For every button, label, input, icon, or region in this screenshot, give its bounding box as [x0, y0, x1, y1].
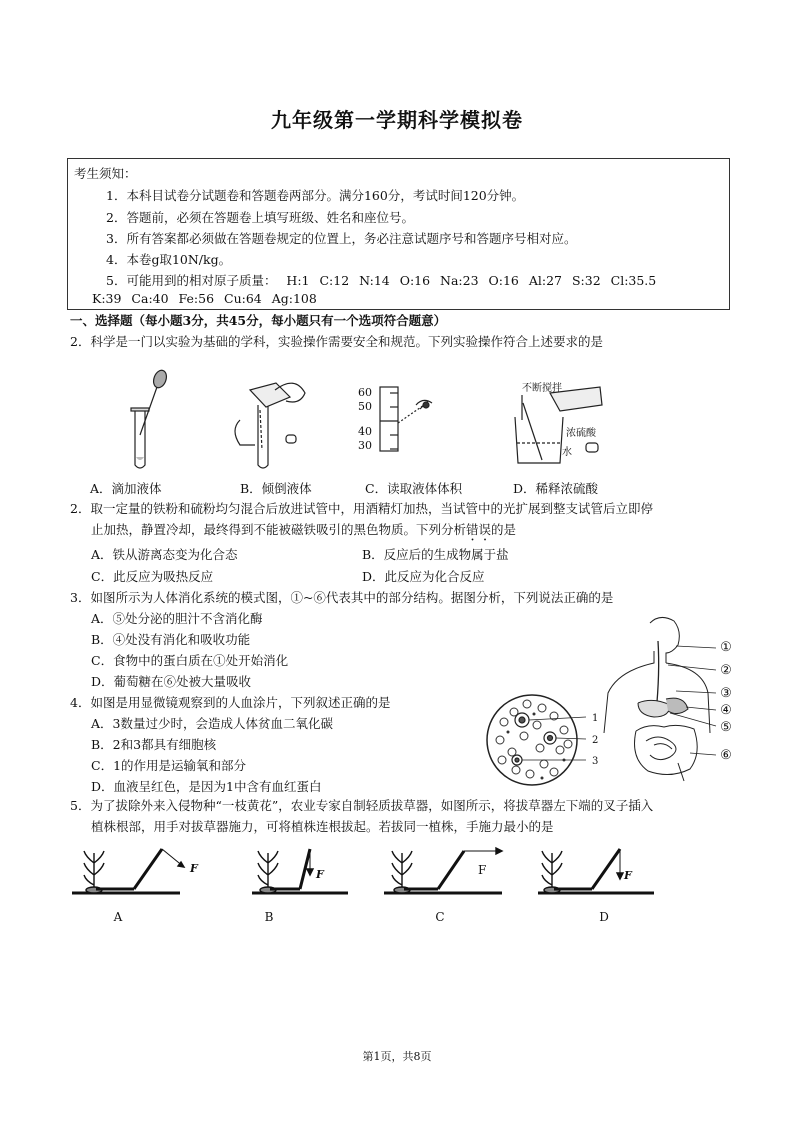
- label-acid: 浓硫酸: [566, 428, 596, 439]
- question-stem: 5．为了拔除外来入侵物种“一枝黄花”，农业专家自制轻质拔草器，如图所示，将拔草器左下端的叉子插入: [70, 798, 654, 813]
- blood-smear-figure: [482, 690, 602, 790]
- question-stem: 2．科学是一门以实验为基础的学科，实验操作需要安全和规范。下列实验操作符合上述要求的是: [70, 334, 603, 349]
- notice-item: K:39 Ca:40 Fe:56 Cu:64 Ag:108: [92, 291, 317, 306]
- option-a[interactable]: A．铁从游离态变为化合态: [91, 547, 238, 562]
- organ-label: ⑤: [720, 720, 732, 735]
- option-b[interactable]: B．④处没有消化和吸收功能: [91, 632, 251, 647]
- organ-label: ③: [720, 686, 732, 701]
- page-footer: 第1页，共8页: [362, 1050, 432, 1063]
- organ-label: ⑥: [720, 748, 732, 763]
- option-c[interactable]: C．读取液体体积: [365, 481, 463, 496]
- organ-label: ②: [720, 663, 732, 678]
- option-c[interactable]: C．食物中的蛋白质在①处开始消化: [91, 653, 289, 668]
- option-b[interactable]: B．2和3都具有细胞核: [91, 737, 217, 752]
- option-c[interactable]: C．1的作用是运输氧和部分: [91, 758, 247, 773]
- diagram-label: C: [435, 910, 445, 924]
- cylinder-tick-label: 30: [358, 439, 372, 452]
- cell-label: 2: [592, 735, 599, 746]
- cell-label: 3: [592, 756, 599, 767]
- notice-item: 2．答题前，必须在答题卷上填写班级、姓名和座位号。: [106, 210, 414, 225]
- puller-diagram-a: [72, 849, 184, 893]
- notice-item: 5．可能用到的相对原子质量： H:1 C:12 N:14 O:16 Na:23 O:16 Al:27 S:32 Cl:35.5: [106, 273, 657, 288]
- option-a[interactable]: A．滴加液体: [90, 481, 162, 496]
- force-label: F: [190, 862, 198, 875]
- option-b[interactable]: B．倾倒液体: [240, 481, 312, 496]
- puller-diagram-d: [538, 849, 654, 893]
- notice-heading: 考生须知：: [74, 166, 137, 181]
- question-stem-cont: 植株根部，用手对拔草器施力，可将植株连根拔起。若拔同一植株，手施力最小的是: [91, 819, 554, 834]
- notice-item: 1．本科目试卷分试题卷和答题卷两部分。满分160分，考试时间120分钟。: [106, 188, 525, 203]
- option-d[interactable]: D．此反应为化合反应: [362, 569, 485, 584]
- option-a[interactable]: A．3数量过少时，会造成人体贫血二氧化碳: [91, 716, 333, 731]
- emphasis-word: 错误: [466, 522, 492, 537]
- option-a[interactable]: A．⑤处分泌的胆汁不含消化酶: [91, 611, 263, 626]
- digestive-system-figure: [598, 613, 738, 783]
- label-stir: 不断搅拌: [522, 383, 562, 394]
- weed-puller-figure: [72, 843, 662, 928]
- option-b[interactable]: B．反应后的生成物属于盐: [362, 547, 509, 562]
- graduated-cylinder-image: [380, 387, 432, 451]
- notice-item: 4．本卷g取10N/kg。: [106, 252, 232, 267]
- page-title: 九年级第一学期科学模拟卷: [271, 108, 523, 132]
- cylinder-tick-label: 60: [358, 386, 372, 399]
- option-d[interactable]: D．血液呈红色，是因为1中含有血红蛋白: [91, 779, 322, 794]
- label-water: 水: [562, 447, 572, 458]
- organ-label: ④: [720, 703, 732, 718]
- organ-label: ①: [720, 640, 732, 655]
- option-c[interactable]: C．此反应为吸热反应: [91, 569, 214, 584]
- exam-notice-box: [67, 158, 730, 310]
- question-stem: 3．如图所示为人体消化系统的模式图，①~⑥代表其中的部分结构。据图分析，下列说法正确的是: [70, 590, 614, 605]
- question-stem: 2．取一定量的铁粉和硫粉均匀混合后放进试管中，用酒精灯加热，当试管中的光扩展到整支试管后立即停: [70, 501, 653, 516]
- option-d[interactable]: D．稀释浓硫酸: [513, 481, 599, 496]
- force-label: F: [478, 863, 487, 877]
- cylinder-tick-label: 50: [358, 400, 372, 413]
- dropper-tube-image: [131, 368, 169, 468]
- diagram-label: A: [113, 910, 123, 924]
- cell-label: 1: [592, 713, 599, 724]
- puller-diagram-b: [252, 849, 348, 893]
- pouring-liquid-image: [235, 383, 305, 468]
- question-stem-cont: 止加热，静置冷却，最终得到不能被磁铁吸引的黑色物质。下列分析错误的是: [91, 522, 517, 537]
- option-d[interactable]: D．葡萄糖在⑥处被大量吸收: [91, 674, 252, 689]
- notice-item: 3．所有答案都必须做在答题卷规定的位置上，务必注意试题序号和答题序号相对应。: [106, 231, 577, 246]
- lab-operations-figure: [90, 365, 690, 475]
- force-label: F: [624, 869, 632, 882]
- force-label: F: [316, 868, 324, 881]
- diagram-label: D: [599, 910, 609, 924]
- section-heading: 一、选择题（每小题3分，共45分，每小题只有一个选项符合题意）: [70, 313, 447, 328]
- diagram-label: B: [264, 910, 274, 924]
- dilute-acid-image: [515, 387, 602, 463]
- cylinder-tick-label: 40: [358, 425, 372, 438]
- question-stem: 4．如图是用显微镜观察到的人血涂片，下列叙述正确的是: [70, 695, 391, 710]
